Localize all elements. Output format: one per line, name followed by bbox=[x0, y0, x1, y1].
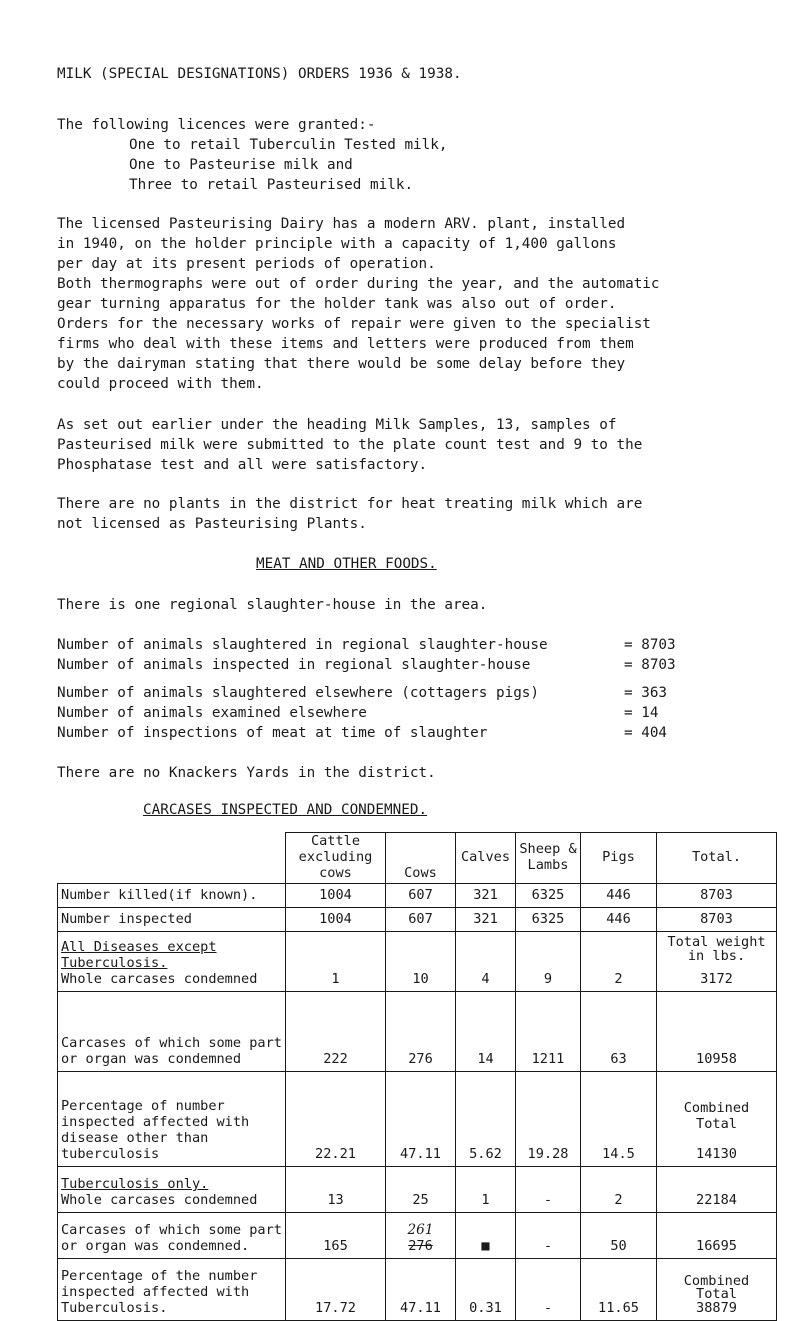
cell bbox=[657, 1072, 777, 1167]
cell-value: 38879 bbox=[696, 1300, 737, 1316]
paragraph-line: could proceed with them. bbox=[57, 376, 264, 392]
cell: 8703 bbox=[657, 884, 777, 908]
table-row bbox=[58, 908, 777, 932]
struck-value: 276 bbox=[408, 1238, 433, 1254]
row-label-line: Tuberculosis. bbox=[61, 955, 168, 971]
stat-value: = 363 bbox=[624, 685, 668, 701]
cell: 1 bbox=[456, 1167, 516, 1213]
total-note: Total weight in lbs. bbox=[667, 934, 766, 964]
row-label: Number inspected bbox=[58, 908, 286, 932]
licences-intro: The following licences were granted:- bbox=[57, 117, 376, 133]
paragraph-line: in 1940, on the holder principle with a capacity of 1,400 gallons bbox=[57, 236, 617, 252]
paragraph-line: by the dairyman stating that there would be some delay before they bbox=[57, 356, 626, 372]
col-header: Sheep & Lambs bbox=[516, 833, 581, 884]
row-label-line: Whole carcases condemned bbox=[61, 1192, 258, 1208]
row-label-line: Tuberculosis only. bbox=[61, 1176, 209, 1192]
cell bbox=[386, 1213, 456, 1259]
cell: 2 bbox=[581, 932, 657, 992]
paragraph-line: Phosphatase test and all were satisfactory. bbox=[57, 457, 428, 473]
total-note: Combined Total bbox=[683, 1273, 750, 1302]
row-label-line: All Diseases except bbox=[61, 939, 217, 955]
paragraph-line: gear turning apparatus for the holder tank was also out of order. bbox=[57, 296, 617, 312]
cell: 222 bbox=[286, 992, 386, 1072]
cell: 63 bbox=[581, 992, 657, 1072]
col-header: Total. bbox=[657, 833, 777, 884]
cell: 6325 bbox=[516, 884, 581, 908]
cell: 16695 bbox=[657, 1213, 777, 1259]
cell: - bbox=[516, 1167, 581, 1213]
cell-value: 3172 bbox=[700, 971, 733, 987]
cell: 276 bbox=[386, 992, 456, 1072]
cell: 1004 bbox=[286, 884, 386, 908]
table-row bbox=[58, 1072, 777, 1167]
cell: ■ bbox=[456, 1213, 516, 1259]
stat-value: = 404 bbox=[624, 725, 668, 741]
table-header-row bbox=[58, 833, 777, 884]
cell-value: 14130 bbox=[696, 1146, 737, 1162]
cell: 1004 bbox=[286, 908, 386, 932]
cell bbox=[657, 1259, 777, 1321]
col-header: Pigs bbox=[581, 833, 657, 884]
row-label bbox=[58, 1167, 286, 1213]
cell: 50 bbox=[581, 1213, 657, 1259]
cell bbox=[657, 932, 777, 992]
handwritten-value: 261 bbox=[407, 1222, 434, 1238]
paragraph-line: not licensed as Pasteurising Plants. bbox=[57, 516, 367, 532]
table-row bbox=[58, 992, 777, 1072]
cell: 13 bbox=[286, 1167, 386, 1213]
cell: 1211 bbox=[516, 992, 581, 1072]
cell: 14.5 bbox=[581, 1072, 657, 1167]
row-label: Percentage of number inspected affected with disease other than tuberculosis bbox=[58, 1072, 286, 1167]
paragraph-line: Orders for the necessary works of repair were given to the specialist bbox=[57, 316, 651, 332]
col-header: Cows bbox=[386, 833, 456, 884]
cell: 14 bbox=[456, 992, 516, 1072]
cell: 1 bbox=[286, 932, 386, 992]
col-header: Calves bbox=[456, 833, 516, 884]
stat-label: Number of inspections of meat at time of slaughter bbox=[57, 725, 488, 741]
cell: 6325 bbox=[516, 908, 581, 932]
cell: 607 bbox=[386, 908, 456, 932]
cell: 10958 bbox=[657, 992, 777, 1072]
row-label: Percentage of the number inspected affected with Tuberculosis. bbox=[58, 1259, 286, 1321]
carcases-table bbox=[57, 832, 777, 1321]
stat-label: Number of animals slaughtered elsewhere (cottagers pigs) bbox=[57, 685, 540, 701]
stat-value: = 8703 bbox=[624, 657, 676, 673]
cell: - bbox=[516, 1213, 581, 1259]
cell: 22184 bbox=[657, 1167, 777, 1213]
table-heading: CARCASES INSPECTED AND CONDEMNED. bbox=[143, 802, 428, 818]
knackers-note: There are no Knackers Yards in the district. bbox=[57, 765, 436, 781]
row-label: Number killed(if known). bbox=[58, 884, 286, 908]
cell: 165 bbox=[286, 1213, 386, 1259]
page-title: MILK (SPECIAL DESIGNATIONS) ORDERS 1936 & 1938. bbox=[57, 66, 462, 82]
stat-label: Number of animals examined elsewhere bbox=[57, 705, 367, 721]
cell: 9 bbox=[516, 932, 581, 992]
cell: 2 bbox=[581, 1167, 657, 1213]
stat-label: Number of animals slaughtered in regional slaughter-house bbox=[57, 637, 548, 653]
cell: 321 bbox=[456, 884, 516, 908]
cell: 47.11 bbox=[386, 1072, 456, 1167]
cell: 446 bbox=[581, 908, 657, 932]
paragraph-line: There are no plants in the district for heat treating milk which are bbox=[57, 496, 643, 512]
licence-item: One to retail Tuberculin Tested milk, bbox=[129, 137, 448, 153]
cell: 17.72 bbox=[286, 1259, 386, 1321]
row-label-line: Whole carcases condemned bbox=[61, 971, 258, 987]
cell: 607 bbox=[386, 884, 456, 908]
section-heading: MEAT AND OTHER FOODS. bbox=[256, 556, 437, 572]
cell: 19.28 bbox=[516, 1072, 581, 1167]
row-label bbox=[58, 932, 286, 992]
cell: - bbox=[516, 1259, 581, 1321]
row-label: Carcases of which some part or organ was condemned. bbox=[58, 1213, 286, 1259]
paragraph-line: firms who deal with these items and letters were produced from them bbox=[57, 336, 634, 352]
meat-intro: There is one regional slaughter-house in the area. bbox=[57, 597, 488, 613]
cell: 47.11 bbox=[386, 1259, 456, 1321]
cell: 4 bbox=[456, 932, 516, 992]
paragraph-line: per day at its present periods of operation. bbox=[57, 256, 436, 272]
row-label: Carcases of which some part or organ was condemned bbox=[58, 992, 286, 1072]
stat-value: = 14 bbox=[624, 705, 659, 721]
licence-item: One to Pasteurise milk and bbox=[129, 157, 353, 173]
cell: 446 bbox=[581, 884, 657, 908]
cell: 8703 bbox=[657, 908, 777, 932]
cell: 22.21 bbox=[286, 1072, 386, 1167]
table-row bbox=[58, 1259, 777, 1321]
total-note: Combined Total bbox=[683, 1100, 750, 1132]
cell: 0.31 bbox=[456, 1259, 516, 1321]
table-row bbox=[58, 1167, 777, 1213]
cell: 10 bbox=[386, 932, 456, 992]
licence-item: Three to retail Pasteurised milk. bbox=[129, 177, 414, 193]
cell: 11.65 bbox=[581, 1259, 657, 1321]
table-row bbox=[58, 932, 777, 992]
cell: 25 bbox=[386, 1167, 456, 1213]
paragraph-line: As set out earlier under the heading Milk Samples, 13, samples of bbox=[57, 417, 617, 433]
header-blank bbox=[58, 833, 286, 884]
table-row bbox=[58, 884, 777, 908]
paragraph-line: Pasteurised milk were submitted to the plate count test and 9 to the bbox=[57, 437, 643, 453]
stat-value: = 8703 bbox=[624, 637, 676, 653]
cell: 321 bbox=[456, 908, 516, 932]
stat-label: Number of animals inspected in regional slaughter-house bbox=[57, 657, 531, 673]
paragraph-line: Both thermographs were out of order during the year, and the automatic bbox=[57, 276, 660, 292]
paragraph-line: The licensed Pasteurising Dairy has a modern ARV. plant, installed bbox=[57, 216, 626, 232]
table-row bbox=[58, 1213, 777, 1259]
col-header: Cattle excluding cows bbox=[286, 833, 386, 884]
cell: 5.62 bbox=[456, 1072, 516, 1167]
